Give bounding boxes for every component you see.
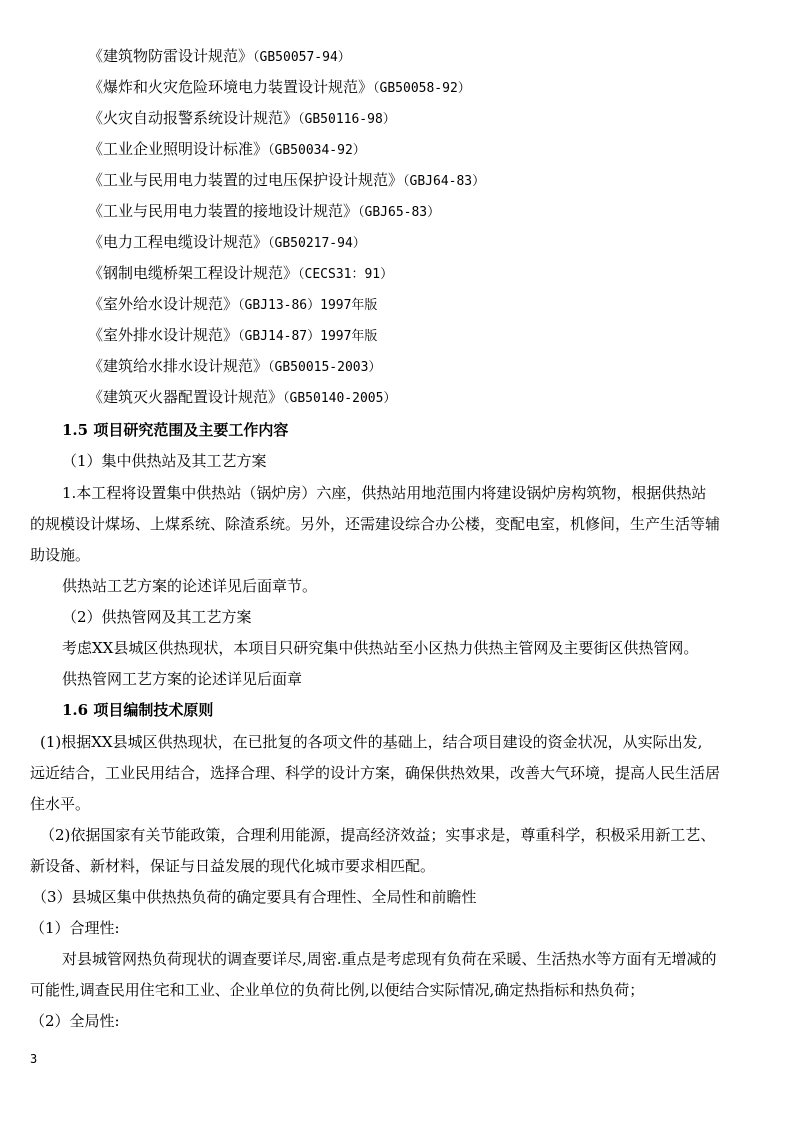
paragraph-line: 1.本工程将设置集中供热站（锅炉房）六座，供热站用地范围内将建设锅炉房构筑物，根据供热站 [62,484,707,502]
standard-item [88,170,485,192]
standard-title: 《室外给水设计规范》 [88,295,239,313]
paragraph-line: 可能性,调查民用住宅和工业、企业单位的负荷比例,以便结合实际情况,确定热指标和热负荷； [30,981,645,999]
standard-title: 《爆炸和火灾危险环境电力装置设计规范》 [88,78,374,96]
standard-title: 《工业与民用电力装置的接地设计规范》 [88,202,359,220]
standard-item [88,108,396,130]
standard-item [88,46,351,68]
standard-code: （GB50140-2005） [283,391,397,406]
subsection-title: （2）供热管网及其工艺方案 [62,608,252,626]
paragraph-line: 住水平。 [30,795,91,813]
standard-title: 《电力工程电缆设计规范》 [88,233,269,251]
standard-code: （GBJ64-83） [403,174,486,189]
standard-code: （GBJ65-83） [358,205,441,220]
section-heading: 1.5 项目研究范围及主要工作内容 [62,421,289,439]
standard-item [88,325,377,347]
standard-code: （CECS31：91） [298,267,394,282]
paragraph-line: （2)依据国家有关节能政策，合理利用能源，提高经济效益；实事求是，尊重科学，积极采用新工艺、 [40,826,716,844]
standard-item [88,263,393,285]
paragraph: 供热管网工艺方案的论述详见后面章 [62,670,303,688]
standard-code: （GBJ14-87）1997年版 [238,329,378,344]
standard-title: 《建筑给水排水设计规范》 [88,357,269,375]
paragraph-line: 的规模设计煤场、上煤系统、除渣系统。另外，还需建设综合办公楼，变配电室，机修间，生产生活等辅 [30,515,721,533]
page-number: 3 [30,1052,38,1066]
standard-item [88,356,381,378]
standard-code: （GB50058-92） [373,81,471,96]
section-heading: 1.6 项目编制技术原则 [62,701,214,719]
paragraph-line: 远近结合，工业民用结合，选择合理、科学的设计方案，确保供热效果，改善大气环境，提高人民生活居 [30,764,721,782]
paragraph-line: 助设施。 [30,546,91,564]
standard-title: 《火灾自动报警系统设计规范》 [88,109,299,127]
standard-title: 《室外排水设计规范》 [88,326,239,344]
paragraph: 考虑XX县城区供热现状，本项目只研究集中供热站至小区热力供热主管网及主要街区供热管网。 [62,639,699,657]
standard-title: 《建筑灭火器配置设计规范》 [88,388,284,406]
standard-title: 《钢制电缆桥架工程设计规范》 [88,264,299,282]
standard-item [88,201,440,223]
subsection-title: （2）全局性: [30,1012,120,1030]
standard-item [88,294,377,316]
standard-item [88,387,396,409]
standard-title: 《工业企业照明设计标准》 [88,140,269,158]
standard-code: （GB50034-92） [268,143,366,158]
standard-code: （GB50116-98） [298,112,396,127]
standard-item [88,139,366,161]
standard-title: 《建筑物防雷设计规范》 [88,47,254,65]
paragraph-line: 对县城管网热负荷现状的调查要详尽,周密.重点是考虑现有负荷在采暖、生活热水等方面有无增减的 [62,950,717,968]
standard-item [88,232,366,254]
standard-title: 《工业与民用电力装置的过电压保护设计规范》 [88,171,404,189]
subsection-title: （1）集中供热站及其工艺方案 [62,452,267,470]
paragraph-line: 新设备、新材料，保证与日益发展的现代化城市要求相匹配。 [30,857,436,875]
paragraph: 供热站工艺方案的论述详见后面章节。 [62,577,318,595]
standard-code: （GB50015-2003） [268,360,382,375]
paragraph: （3）县城区集中供热热负荷的确定要具有合理性、全局性和前瞻性 [32,888,477,906]
subsection-title: （1）合理性: [30,919,120,937]
paragraph-line: (1)根据XX县城区供热现状，在已批复的各项文件的基础上，结合项目建设的资金状况，从实际出发, [40,733,703,751]
standard-code: （GBJ13-86）1997年版 [238,298,378,313]
standard-code: （GB50057-94） [253,50,351,65]
standard-code: （GB50217-94） [268,236,366,251]
standard-item [88,77,471,99]
